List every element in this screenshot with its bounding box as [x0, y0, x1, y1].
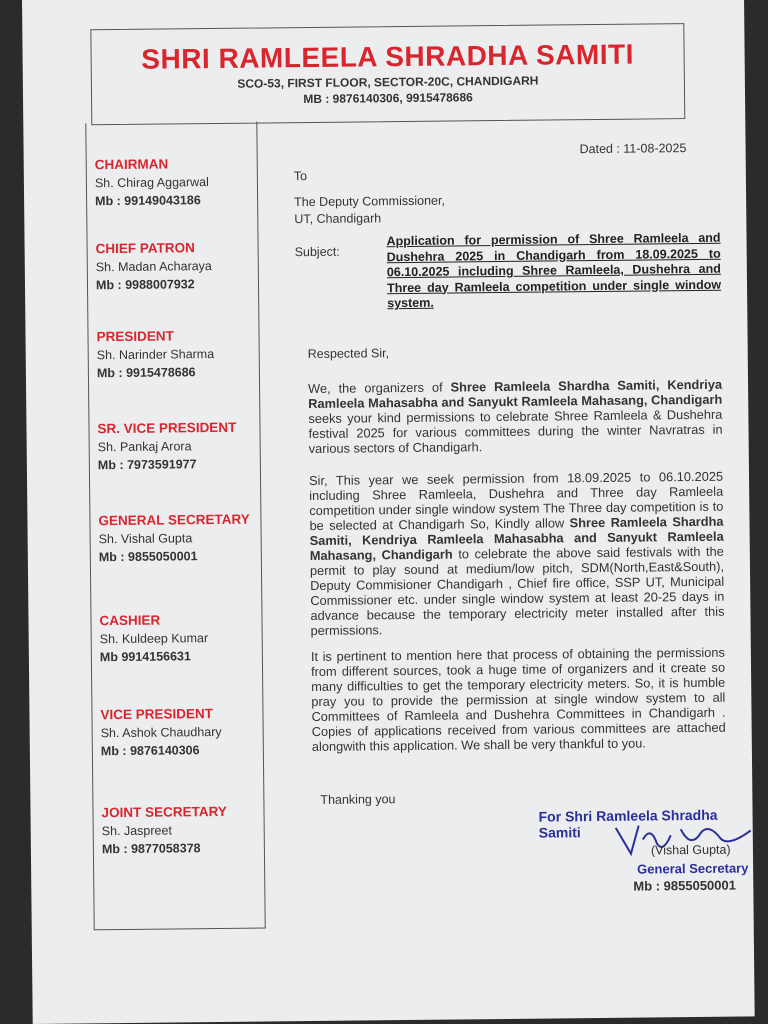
- paragraph-1-request: seeks your kind permissions to celebrate Shree Ramleela & Dushehra festival 2025 for various committees during the winter Navratras in various sectors of Chandigarh.: [308, 406, 723, 457]
- office-bearer-name: Sh. Narinder Sharma: [96, 347, 215, 363]
- office-bearer-role: CHIEF PATRON: [95, 240, 195, 257]
- office-bearer-mb: Mb : 99149043186: [95, 193, 201, 209]
- office-bearer-mb: Mb : 7973591977: [97, 457, 197, 473]
- paragraph-1: [308, 377, 723, 456]
- office-bearer-role: JOINT SECRETARY: [101, 803, 227, 821]
- office-bearer-mb: Mb : 9876140306: [100, 743, 200, 759]
- date: Dated : 11-08-2025: [579, 141, 687, 157]
- office-bearer-name: Sh. Pankaj Arora: [97, 439, 192, 455]
- office-bearer-mb: Mb : 9915478686: [96, 365, 196, 381]
- office-bearer-name: Sh. Jaspreet: [101, 823, 172, 839]
- office-bearer-role: PRESIDENT: [96, 328, 174, 345]
- paragraph-3: It is pertinent to mention here that process of obtaining the permissions from different sources, took a huge time of organizers and it create so many difficulties to get the temporary electricity meters. So, it is humble pray you to provide the permission at single window system to all Committees of Ramleela and Dushehra Committees in Chandigarh . Copies of applications received from various committees are attached alongwith this application. We shall be very thankful to you.: [310, 644, 726, 755]
- office-bearer-role: VICE PRESIDENT: [100, 706, 214, 723]
- office-bearer-role: CHAIRMAN: [94, 156, 169, 173]
- subject-text: Application for permission of Shree Ramleela and Dushehra 2025 in Chandigarh from 18.09.2025 to 06.10.2025 including Shree Ramleela, Dushehra and Three day Ramleela competition under single window system.: [386, 230, 722, 311]
- office-bearer-role: CASHIER: [99, 612, 161, 629]
- signatory-name: (Vishal Gupta): [650, 842, 731, 858]
- org-title: SHRI RAMLEELA SHRADHA SAMITI: [141, 38, 635, 75]
- office-bearer-name: Sh. Vishal Gupta: [98, 531, 193, 547]
- paragraph-1-intro: We, the organizers of: [308, 379, 451, 397]
- office-bearer-name: Sh. Madan Acharaya: [95, 259, 212, 275]
- letterhead: [90, 23, 685, 125]
- recipient-line-2: UT, Chandigarh: [294, 211, 382, 227]
- closing: Thanking you: [320, 792, 396, 807]
- subject-label: Subject:: [294, 244, 340, 260]
- org-mobile: MB : 9876140306, 9915478686: [303, 90, 473, 107]
- paragraph-2: [309, 469, 725, 638]
- paragraph-1-organizations: Shree Ramleela Shardha Samiti, Kendriya Ramleela Mahasabha and Sanyukt Ramleela Mahasang, Chandigarh: [308, 376, 723, 412]
- to-label: To: [293, 169, 308, 184]
- recipient-line-1: The Deputy Commissioner,: [294, 193, 445, 210]
- paragraph-2-organizations: Shree Ramleela Shardha Samiti, Kendriya Ramleela Mahasabha and Sanyukt Ramleela Mahasang, Chandigarh: [309, 513, 724, 564]
- paragraph-2-request: to celebrate the above said festivals with the permit to play sound at medium/low pitch, SDM(North,East&South), Deputy Commisioner Chandigarh , Chief fire office, SSP UT, Municipal Commissioner etc. under single window system at least 20-25 days in advance because the temporary electricity meter installed after this permissions.: [309, 543, 725, 639]
- office-bearer-name: Sh. Chirag Aggarwal: [94, 175, 209, 191]
- office-bearer-mb: Mb : 9877058378: [101, 841, 201, 857]
- office-bearer-name: Sh. Ashok Chaudhary: [100, 724, 222, 741]
- office-bearer-role: GENERAL SECRETARY: [98, 511, 250, 529]
- signatory-mobile: Mb : 9855050001: [633, 877, 737, 894]
- stamp-organization: For Shri Ramleela Shradha Samiti: [538, 806, 718, 841]
- office-bearer-mb: Mb : 9855050001: [98, 549, 198, 565]
- letter-page: [22, 0, 755, 1024]
- office-bearer-role: SR. VICE PRESIDENT: [97, 419, 237, 437]
- signatory-designation: General Secretary: [637, 860, 749, 877]
- paragraph-2-intro: Sir, This year we seek permission from 18.09.2025 to 06.10.2025 including Shree Ramleela, Dushehra and Three day Ramleela competition under single window system The Three day competition is to be selected at Chandigarh So, Kindly allow: [308, 468, 724, 534]
- office-bearer-mb: Mb 9914156631: [99, 649, 192, 665]
- salutation: Respected Sir,: [307, 346, 390, 362]
- office-bearer-mb: Mb : 9988007932: [95, 277, 195, 293]
- office-bearers-column: [85, 122, 265, 931]
- office-bearer-name: Sh. Kuldeep Kumar: [99, 631, 209, 647]
- org-address: SCO-53, FIRST FLOOR, SECTOR-20C, CHANDIGARH: [237, 73, 539, 91]
